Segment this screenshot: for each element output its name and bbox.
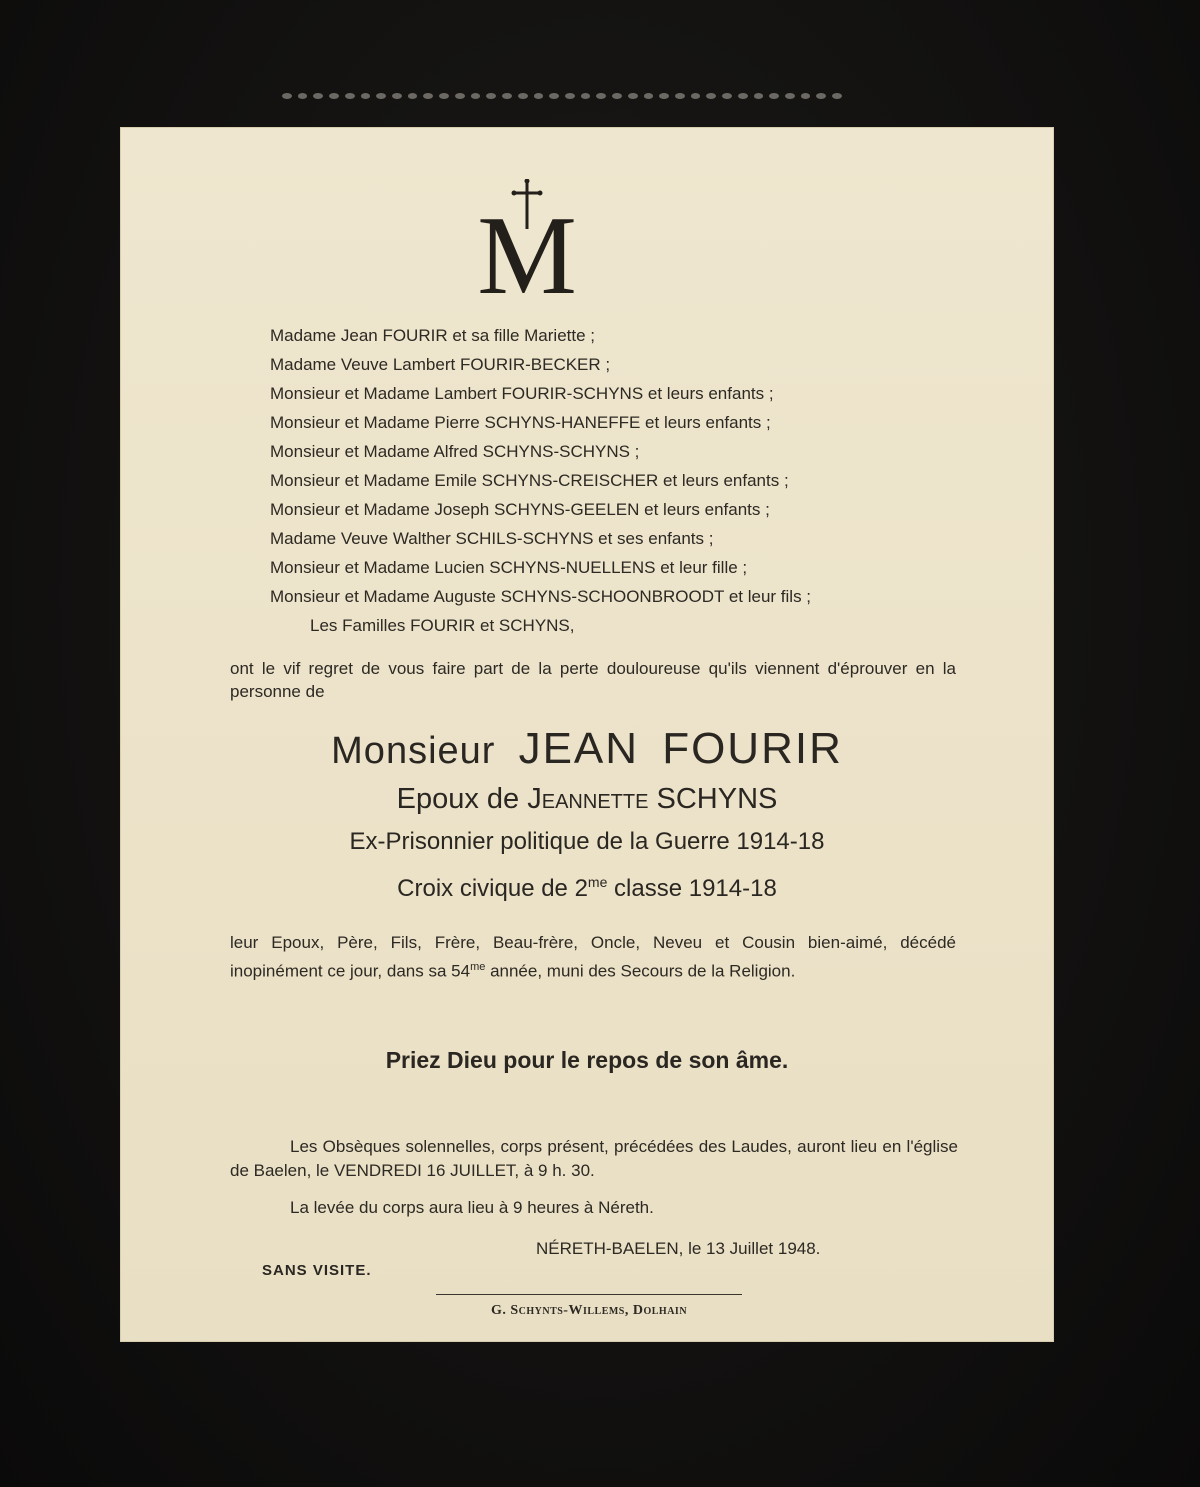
funeral-text: Les Obsèques solennelles, corps présent, précédées des Laudes, auront lieu en l'église de Baelen, le VENDREDI 16 JUILLET, à 9 h. 30. [230, 1137, 958, 1180]
title-line-1: Ex-Prisonnier politique de la Guerre 1914-18 [349, 828, 825, 855]
family-line: Monsieur et Madame Lucien SCHYNS-NUELLENS et leur fille ; [270, 558, 748, 577]
family-line: Les Familles FOURIR et SCHYNS, [310, 616, 575, 635]
spouse-first-name: Jeannette [527, 783, 649, 815]
deceased-block [120, 725, 1054, 906]
family-line: Madame Veuve Walther SCHILS-SCHYNS et ses enfants ; [270, 529, 714, 548]
prayer-line: Priez Dieu pour le repos de son âme. [385, 1047, 789, 1073]
family-list [270, 321, 970, 640]
svg-text:M: M [477, 194, 577, 305]
family-line: Madame Jean FOURIR et sa fille Mariette ; [270, 326, 596, 345]
marian-monogram-icon [470, 179, 584, 305]
deceased-name [120, 725, 1054, 775]
spouse-prefix: Epoux de [396, 783, 520, 815]
family-line: Monsieur et Madame Emile SCHYNS-CREISCHER et leurs enfants ; [270, 471, 789, 490]
family-line: Madame Veuve Lambert FOURIR-BECKER ; [270, 355, 611, 374]
funeral-notice-card [120, 127, 1054, 1342]
no-visit-note: SANS VISITE. [262, 1262, 372, 1279]
family-line: Monsieur et Madame Pierre SCHYNS-HANEFFE et leurs enfants ; [270, 413, 771, 432]
family-line: Monsieur et Madame Lambert FOURIR-SCHYNS et leurs enfants ; [270, 384, 774, 403]
levee-text: La levée du corps aura lieu à 9 heures à Néreth. [290, 1198, 654, 1217]
announcement-text: ont le vif regret de vous faire part de la perte douloureuse qu'ils viennent d'éprouver en la personne de [230, 659, 956, 701]
place-date: NÉRETH-BAELEN, le 13 Juillet 1948. [536, 1239, 821, 1258]
first-name: JEAN [518, 724, 640, 773]
spouse-last-name: SCHYNS [656, 783, 778, 815]
family-line: Monsieur et Madame Joseph SCHYNS-GEELEN et leurs enfants ; [270, 500, 770, 519]
relationship-text: leur Epoux, Père, Fils, Frère, Beau-frère, Oncle, Neveu et Cousin bien-aimé, décédé inopinément ce jour, dans sa $54^{me}$ année, muni des Secours de la Religion. [230, 933, 956, 981]
spouse-line [120, 779, 1054, 819]
printer-credit: G. Schynts-Willems, Dolhain [490, 1303, 688, 1318]
binding-perforations [282, 88, 842, 104]
title-line-2: Croix civique de $2^{me}$ classe 1914-18 [397, 874, 777, 902]
family-line: Monsieur et Madame Auguste SCHYNS-SCHOONBROODT et leur fils ; [270, 587, 812, 606]
honorific: Monsieur [331, 730, 496, 772]
printer-divider [436, 1294, 742, 1295]
family-line: Monsieur et Madame Alfred SCHYNS-SCHYNS ; [270, 442, 640, 461]
last-name: FOURIR [662, 724, 843, 773]
